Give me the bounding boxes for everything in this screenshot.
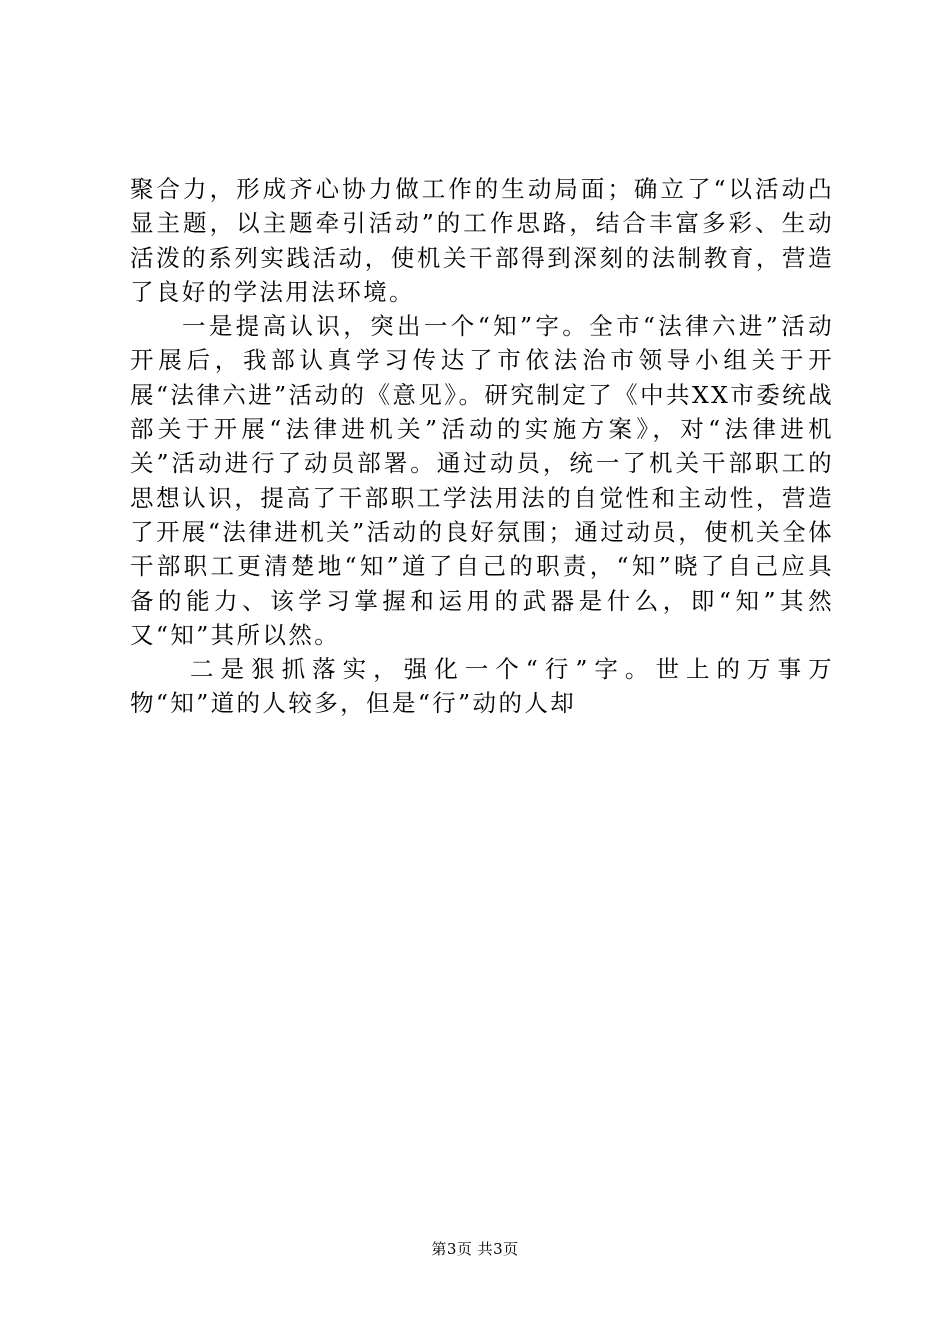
paragraph-1: 聚合力，形成齐心协力做工作的生动局面；确立了“以活动凸显主题，以主题牵引活动”的工作思路，结合丰富多彩、生动活泼的系列实践活动，使机关干部得到深刻的法制教育，营造了良好的学法用法环境。	[130, 175, 834, 306]
paragraph-3: 二是狠抓落实，强化一个“行”字。世上的万事万物“知”道的人较多，但是“行”动的人却	[130, 655, 834, 718]
paragraph-2: 一是提高认识，突出一个“知”字。全市“法律六进”活动开展后，我部认真学习传达了市依法治市领导小组关于开展“法律六进”活动的《意见》。研究制定了《中共XX市委统战部关于开展“法律进机关”活动的实施方案》，对“法律进机关”活动进行了动员部署。通过动员，统一了机关干部职工的思想认识，提高了干部职工学法用法的自觉性和主动性，营造了开展“法律进机关”活动的良好氛围；通过动员，使机关全体干部职工更清楚地“知”道了自己的职责，“知”晓了自己应具备的能力、该学习掌握和运用的武器是什么，即“知”其然又“知”其所以然。	[130, 312, 834, 649]
page-number-footer: 第3页 共3页	[431, 1240, 519, 1258]
document-body	[130, 172, 834, 721]
